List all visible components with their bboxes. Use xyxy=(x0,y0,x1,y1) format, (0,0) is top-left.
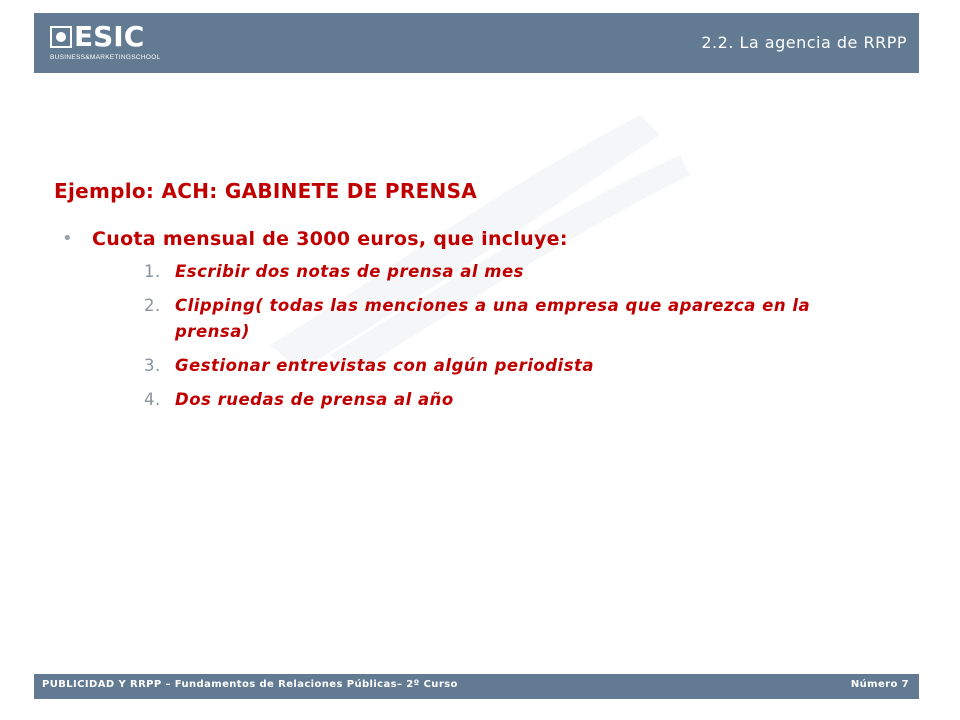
list-item-text: Gestionar entrevistas con algún periodista xyxy=(175,356,595,375)
logo-text: ESIC xyxy=(74,20,145,53)
list-item-number: 3. xyxy=(144,356,161,375)
list-item xyxy=(144,293,875,345)
list-item-text: Dos ruedas de prensa al año xyxy=(175,390,454,409)
esic-logo xyxy=(50,20,200,64)
list-item xyxy=(144,387,875,413)
bullet-dot-icon: • xyxy=(62,228,73,249)
list-item-number: 2. xyxy=(144,296,161,315)
list-item-number: 1. xyxy=(144,262,161,281)
list-item xyxy=(144,353,875,379)
header-bar xyxy=(34,13,919,73)
list-item-number: 4. xyxy=(144,390,161,409)
bullet-text: Cuota mensual de 3000 euros, que incluye: xyxy=(92,228,568,250)
footer-bar xyxy=(34,674,919,699)
logo-emblem-icon xyxy=(50,26,72,48)
numbered-list xyxy=(144,259,914,413)
list-item-text: Clipping( todas las menciones a una empresa que aparezca en la prensa) xyxy=(175,296,811,341)
bullet-item xyxy=(62,225,914,253)
list-item xyxy=(144,259,875,285)
slide-heading: Ejemplo: ACH: GABINETE DE PRENSA xyxy=(54,179,478,203)
page-number-label: Número xyxy=(850,679,898,690)
page-number-value: 7 xyxy=(901,679,909,690)
footer-course-text: PUBLICIDAD Y RRPP – Fundamentos de Relaciones Públicas– 2º Curso xyxy=(42,679,458,690)
list-item-text: Escribir dos notas de prensa al mes xyxy=(175,262,524,281)
page-number xyxy=(851,679,909,690)
logo-subtitle: BUSINESS&MARKETINGSCHOOL xyxy=(50,54,161,61)
slide-content xyxy=(54,175,914,421)
section-title: 2.2. La agencia de RRPP xyxy=(701,33,907,52)
